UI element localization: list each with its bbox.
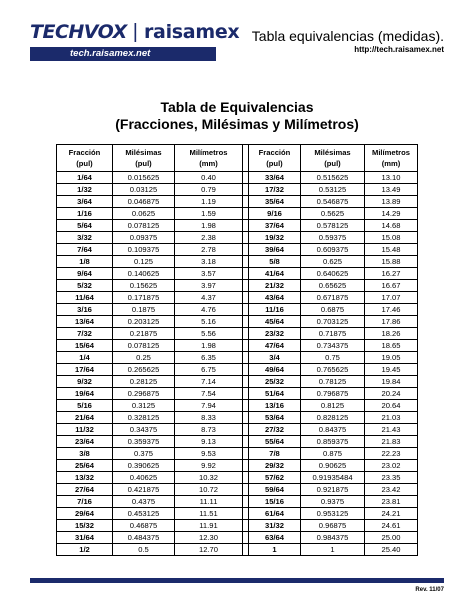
thousandths-cell: 0.953125 [301, 508, 365, 520]
millimeters-cell: 5.16 [175, 316, 243, 328]
thousandths-cell: 0.91935484 [301, 472, 365, 484]
thousandths-cell: 0.59375 [301, 232, 365, 244]
millimeters-cell: 15.88 [365, 256, 418, 268]
table-row [57, 424, 249, 436]
fraction-cell: 1/2 [57, 544, 113, 556]
table-row [57, 400, 249, 412]
millimeters-cell: 4.76 [175, 304, 243, 316]
thousandths-cell: 0.40625 [113, 472, 175, 484]
table-row [249, 532, 418, 544]
millimeters-cell: 25.00 [365, 532, 418, 544]
logo-company: raisamex [143, 21, 240, 43]
thousandths-cell: 0.28125 [113, 376, 175, 388]
thousandths-cell: 0.484375 [113, 532, 175, 544]
thousandths-cell: 0.671875 [301, 292, 365, 304]
millimeters-cell: 3.18 [175, 256, 243, 268]
table-row [57, 460, 249, 472]
millimeters-cell: 23.02 [365, 460, 418, 472]
millimeters-cell: 0.79 [175, 184, 243, 196]
millimeters-cell: 14.68 [365, 220, 418, 232]
logo-url: tech.raisamex.net [70, 48, 151, 59]
thousandths-cell: 0.84375 [301, 424, 365, 436]
fraction-cell: 31/32 [249, 520, 301, 532]
thousandths-cell: 0.5 [113, 544, 175, 556]
table-row [249, 520, 418, 532]
thousandths-cell: 0.9375 [301, 496, 365, 508]
table-row [249, 496, 418, 508]
fraction-cell: 5/16 [57, 400, 113, 412]
fraction-cell: 15/16 [249, 496, 301, 508]
fraction-cell: 1 [249, 544, 301, 556]
millimeters-cell: 11.91 [175, 520, 243, 532]
millimeters-cell: 16.67 [365, 280, 418, 292]
millimeters-cell: 12.70 [175, 544, 243, 556]
document-subtitle: (Fracciones, Milésimas y Milímetros) [115, 116, 359, 132]
thousandths-cell: 0.09375 [113, 232, 175, 244]
fraction-cell: 21/32 [249, 280, 301, 292]
table-row [249, 316, 418, 328]
column-header-millimeters: Milímetros (mm) [175, 145, 243, 172]
table-row [57, 544, 249, 556]
column-header-millimeters: Milímetros (mm) [365, 145, 418, 172]
table-row [249, 412, 418, 424]
fraction-cell: 23/32 [249, 328, 301, 340]
fraction-cell: 7/16 [57, 496, 113, 508]
fraction-cell: 63/64 [249, 532, 301, 544]
thousandths-cell: 0.609375 [301, 244, 365, 256]
fraction-cell: 9/16 [249, 208, 301, 220]
millimeters-cell: 9.13 [175, 436, 243, 448]
thousandths-cell: 0.25 [113, 352, 175, 364]
millimeters-cell: 8.73 [175, 424, 243, 436]
table-row [249, 304, 418, 316]
table-row [57, 352, 249, 364]
millimeters-cell: 10.72 [175, 484, 243, 496]
table-row [249, 460, 418, 472]
footer-divider [30, 578, 444, 583]
thousandths-cell: 0.71875 [301, 328, 365, 340]
millimeters-cell: 1.19 [175, 196, 243, 208]
fraction-cell: 35/64 [249, 196, 301, 208]
table-row [249, 220, 418, 232]
millimeters-cell: 6.35 [175, 352, 243, 364]
thousandths-cell: 0.125 [113, 256, 175, 268]
thousandths-cell: 0.90625 [301, 460, 365, 472]
fraction-cell: 3/4 [249, 352, 301, 364]
fraction-cell: 55/64 [249, 436, 301, 448]
table-row [57, 268, 249, 280]
fraction-cell: 7/32 [57, 328, 113, 340]
table-row [57, 376, 249, 388]
fraction-cell: 17/32 [249, 184, 301, 196]
thousandths-cell: 0.640625 [301, 268, 365, 280]
millimeters-cell: 0.40 [175, 172, 243, 184]
fraction-cell: 7/64 [57, 244, 113, 256]
thousandths-cell: 0.765625 [301, 364, 365, 376]
table-row [249, 328, 418, 340]
thousandths-cell: 0.5625 [301, 208, 365, 220]
column-header-thousandths: Milésimas (pul) [113, 145, 175, 172]
revision-label: Rev. 11/07 [415, 587, 444, 593]
millimeters-cell: 3.57 [175, 268, 243, 280]
fraction-cell: 29/64 [57, 508, 113, 520]
header-title: Tabla equivalencias (medidas). [251, 28, 444, 44]
table-row [249, 448, 418, 460]
fraction-cell: 1/8 [57, 256, 113, 268]
millimeters-cell: 13.49 [365, 184, 418, 196]
thousandths-cell: 0.921875 [301, 484, 365, 496]
logo-brand: TECHVOX [30, 21, 127, 43]
thousandths-cell: 0.8125 [301, 400, 365, 412]
table-row [249, 232, 418, 244]
table-row [249, 388, 418, 400]
table-row [57, 184, 249, 196]
table-row [249, 436, 418, 448]
thousandths-cell: 1 [301, 544, 365, 556]
column-header-thousandths: Milésimas (pul) [301, 145, 365, 172]
millimeters-cell: 8.33 [175, 412, 243, 424]
fraction-cell: 27/32 [249, 424, 301, 436]
fraction-cell: 9/32 [57, 376, 113, 388]
fraction-cell: 25/32 [249, 376, 301, 388]
fraction-cell: 11/64 [57, 292, 113, 304]
fraction-cell: 5/32 [57, 280, 113, 292]
thousandths-cell: 0.328125 [113, 412, 175, 424]
millimeters-cell: 23.35 [365, 472, 418, 484]
thousandths-cell: 0.53125 [301, 184, 365, 196]
table-row [57, 340, 249, 352]
thousandths-cell: 0.4375 [113, 496, 175, 508]
table-row [249, 280, 418, 292]
fraction-cell: 1/4 [57, 352, 113, 364]
thousandths-cell: 0.296875 [113, 388, 175, 400]
table-row [57, 316, 249, 328]
table-row [249, 340, 418, 352]
table-row [249, 244, 418, 256]
millimeters-cell: 11.51 [175, 508, 243, 520]
thousandths-cell: 0.453125 [113, 508, 175, 520]
fraction-cell: 61/64 [249, 508, 301, 520]
millimeters-cell: 15.08 [365, 232, 418, 244]
millimeters-cell: 6.75 [175, 364, 243, 376]
fraction-cell: 57/62 [249, 472, 301, 484]
thousandths-cell: 0.984375 [301, 532, 365, 544]
table-row [249, 508, 418, 520]
column-header-fraction: Fracción (pul) [57, 145, 113, 172]
table-row [249, 400, 418, 412]
millimeters-cell: 5.56 [175, 328, 243, 340]
table-row [57, 256, 249, 268]
thousandths-cell: 0.421875 [113, 484, 175, 496]
fraction-cell: 19/32 [249, 232, 301, 244]
millimeters-cell: 19.45 [365, 364, 418, 376]
fraction-cell: 29/32 [249, 460, 301, 472]
table-row [57, 364, 249, 376]
thousandths-cell: 0.65625 [301, 280, 365, 292]
table-row [57, 484, 249, 496]
table-row [57, 220, 249, 232]
table-row [57, 532, 249, 544]
thousandths-cell: 0.796875 [301, 388, 365, 400]
thousandths-cell: 0.015625 [113, 172, 175, 184]
fraction-cell: 41/64 [249, 268, 301, 280]
fraction-cell: 3/16 [57, 304, 113, 316]
thousandths-cell: 0.359375 [113, 436, 175, 448]
thousandths-cell: 0.96875 [301, 520, 365, 532]
table-row [57, 448, 249, 460]
thousandths-cell: 0.1875 [113, 304, 175, 316]
fraction-cell: 11/16 [249, 304, 301, 316]
table-row [57, 388, 249, 400]
thousandths-cell: 0.703125 [301, 316, 365, 328]
table-row [249, 364, 418, 376]
document-title: Tabla de Equivalencias [160, 99, 314, 115]
table-row [57, 436, 249, 448]
millimeters-cell: 7.14 [175, 376, 243, 388]
millimeters-cell: 19.05 [365, 352, 418, 364]
fraction-cell: 3/8 [57, 448, 113, 460]
millimeters-cell: 18.26 [365, 328, 418, 340]
thousandths-cell: 0.625 [301, 256, 365, 268]
fraction-cell: 15/32 [57, 520, 113, 532]
fraction-cell: 5/8 [249, 256, 301, 268]
thousandths-cell: 0.546875 [301, 196, 365, 208]
table-row [57, 472, 249, 484]
fraction-cell: 3/64 [57, 196, 113, 208]
thousandths-cell: 0.734375 [301, 340, 365, 352]
table-row [57, 208, 249, 220]
thousandths-cell: 0.03125 [113, 184, 175, 196]
millimeters-cell: 2.78 [175, 244, 243, 256]
thousandths-cell: 0.578125 [301, 220, 365, 232]
thousandths-cell: 0.46875 [113, 520, 175, 532]
thousandths-cell: 0.140625 [113, 268, 175, 280]
column-header-fraction: Fracción (pul) [249, 145, 301, 172]
thousandths-cell: 0.75 [301, 352, 365, 364]
fraction-cell: 11/32 [57, 424, 113, 436]
fraction-cell: 43/64 [249, 292, 301, 304]
fraction-cell: 13/64 [57, 316, 113, 328]
table-row [249, 376, 418, 388]
millimeters-cell: 17.86 [365, 316, 418, 328]
fraction-cell: 13/16 [249, 400, 301, 412]
millimeters-cell: 20.64 [365, 400, 418, 412]
table-row [57, 292, 249, 304]
thousandths-cell: 0.078125 [113, 220, 175, 232]
logo-separator: | [132, 20, 138, 43]
fraction-cell: 1/32 [57, 184, 113, 196]
fraction-cell: 47/64 [249, 340, 301, 352]
fraction-cell: 59/64 [249, 484, 301, 496]
millimeters-cell: 4.37 [175, 292, 243, 304]
table-row [57, 412, 249, 424]
table-row [249, 256, 418, 268]
equivalence-table-left [56, 144, 249, 556]
millimeters-cell: 23.81 [365, 496, 418, 508]
thousandths-cell: 0.828125 [301, 412, 365, 424]
millimeters-cell: 11.11 [175, 496, 243, 508]
millimeters-cell: 25.40 [365, 544, 418, 556]
fraction-cell: 53/64 [249, 412, 301, 424]
table-row [57, 232, 249, 244]
millimeters-cell: 20.24 [365, 388, 418, 400]
millimeters-cell: 7.54 [175, 388, 243, 400]
millimeters-cell: 13.10 [365, 172, 418, 184]
fraction-cell: 1/16 [57, 208, 113, 220]
millimeters-cell: 22.23 [365, 448, 418, 460]
thousandths-cell: 0.3125 [113, 400, 175, 412]
thousandths-cell: 0.375 [113, 448, 175, 460]
fraction-cell: 15/64 [57, 340, 113, 352]
fraction-cell: 37/64 [249, 220, 301, 232]
fraction-cell: 13/32 [57, 472, 113, 484]
table-row [57, 244, 249, 256]
fraction-cell: 19/64 [57, 388, 113, 400]
fraction-cell: 49/64 [249, 364, 301, 376]
fraction-cell: 1/64 [57, 172, 113, 184]
equivalence-table-right [248, 144, 418, 556]
millimeters-cell: 1.59 [175, 208, 243, 220]
thousandths-cell: 0.515625 [301, 172, 365, 184]
millimeters-cell: 7.94 [175, 400, 243, 412]
fraction-cell: 23/64 [57, 436, 113, 448]
fraction-cell: 5/64 [57, 220, 113, 232]
table-row [249, 172, 418, 184]
thousandths-cell: 0.6875 [301, 304, 365, 316]
millimeters-cell: 9.92 [175, 460, 243, 472]
thousandths-cell: 0.78125 [301, 376, 365, 388]
fraction-cell: 39/64 [249, 244, 301, 256]
millimeters-cell: 14.29 [365, 208, 418, 220]
millimeters-cell: 15.48 [365, 244, 418, 256]
table-row [249, 484, 418, 496]
fraction-cell: 45/64 [249, 316, 301, 328]
millimeters-cell: 17.46 [365, 304, 418, 316]
fraction-cell: 7/8 [249, 448, 301, 460]
thousandths-cell: 0.046875 [113, 196, 175, 208]
table-row [57, 508, 249, 520]
table-row [57, 280, 249, 292]
millimeters-cell: 1.98 [175, 340, 243, 352]
thousandths-cell: 0.078125 [113, 340, 175, 352]
table-row [249, 268, 418, 280]
table-row [249, 292, 418, 304]
thousandths-cell: 0.109375 [113, 244, 175, 256]
thousandths-cell: 0.0625 [113, 208, 175, 220]
millimeters-cell: 17.07 [365, 292, 418, 304]
fraction-cell: 51/64 [249, 388, 301, 400]
fraction-cell: 27/64 [57, 484, 113, 496]
millimeters-cell: 10.32 [175, 472, 243, 484]
millimeters-cell: 16.27 [365, 268, 418, 280]
fraction-cell: 17/64 [57, 364, 113, 376]
header-url-link[interactable]: http://tech.raisamex.net [354, 45, 444, 54]
thousandths-cell: 0.875 [301, 448, 365, 460]
millimeters-cell: 24.21 [365, 508, 418, 520]
thousandths-cell: 0.34375 [113, 424, 175, 436]
thousandths-cell: 0.265625 [113, 364, 175, 376]
millimeters-cell: 21.43 [365, 424, 418, 436]
millimeters-cell: 2.38 [175, 232, 243, 244]
table-row [57, 196, 249, 208]
table-row [57, 328, 249, 340]
logo-url-bar [30, 47, 216, 61]
table-row [57, 520, 249, 532]
millimeters-cell: 23.42 [365, 484, 418, 496]
millimeters-cell: 9.53 [175, 448, 243, 460]
millimeters-cell: 3.97 [175, 280, 243, 292]
millimeters-cell: 12.30 [175, 532, 243, 544]
thousandths-cell: 0.15625 [113, 280, 175, 292]
fraction-cell: 25/64 [57, 460, 113, 472]
millimeters-cell: 1.98 [175, 220, 243, 232]
table-row [249, 544, 418, 556]
table-row [249, 472, 418, 484]
fraction-cell: 31/64 [57, 532, 113, 544]
thousandths-cell: 0.171875 [113, 292, 175, 304]
millimeters-cell: 19.84 [365, 376, 418, 388]
fraction-cell: 21/64 [57, 412, 113, 424]
table-row [249, 352, 418, 364]
thousandths-cell: 0.859375 [301, 436, 365, 448]
thousandths-cell: 0.203125 [113, 316, 175, 328]
company-logo [30, 20, 240, 65]
millimeters-cell: 21.83 [365, 436, 418, 448]
millimeters-cell: 21.03 [365, 412, 418, 424]
millimeters-cell: 13.89 [365, 196, 418, 208]
table-row [249, 184, 418, 196]
fraction-cell: 9/64 [57, 268, 113, 280]
table-row [249, 424, 418, 436]
table-row [57, 172, 249, 184]
table-row [249, 196, 418, 208]
thousandths-cell: 0.21875 [113, 328, 175, 340]
millimeters-cell: 18.65 [365, 340, 418, 352]
table-row [57, 496, 249, 508]
thousandths-cell: 0.390625 [113, 460, 175, 472]
millimeters-cell: 24.61 [365, 520, 418, 532]
table-row [57, 304, 249, 316]
fraction-cell: 3/32 [57, 232, 113, 244]
table-row [249, 208, 418, 220]
fraction-cell: 33/64 [249, 172, 301, 184]
